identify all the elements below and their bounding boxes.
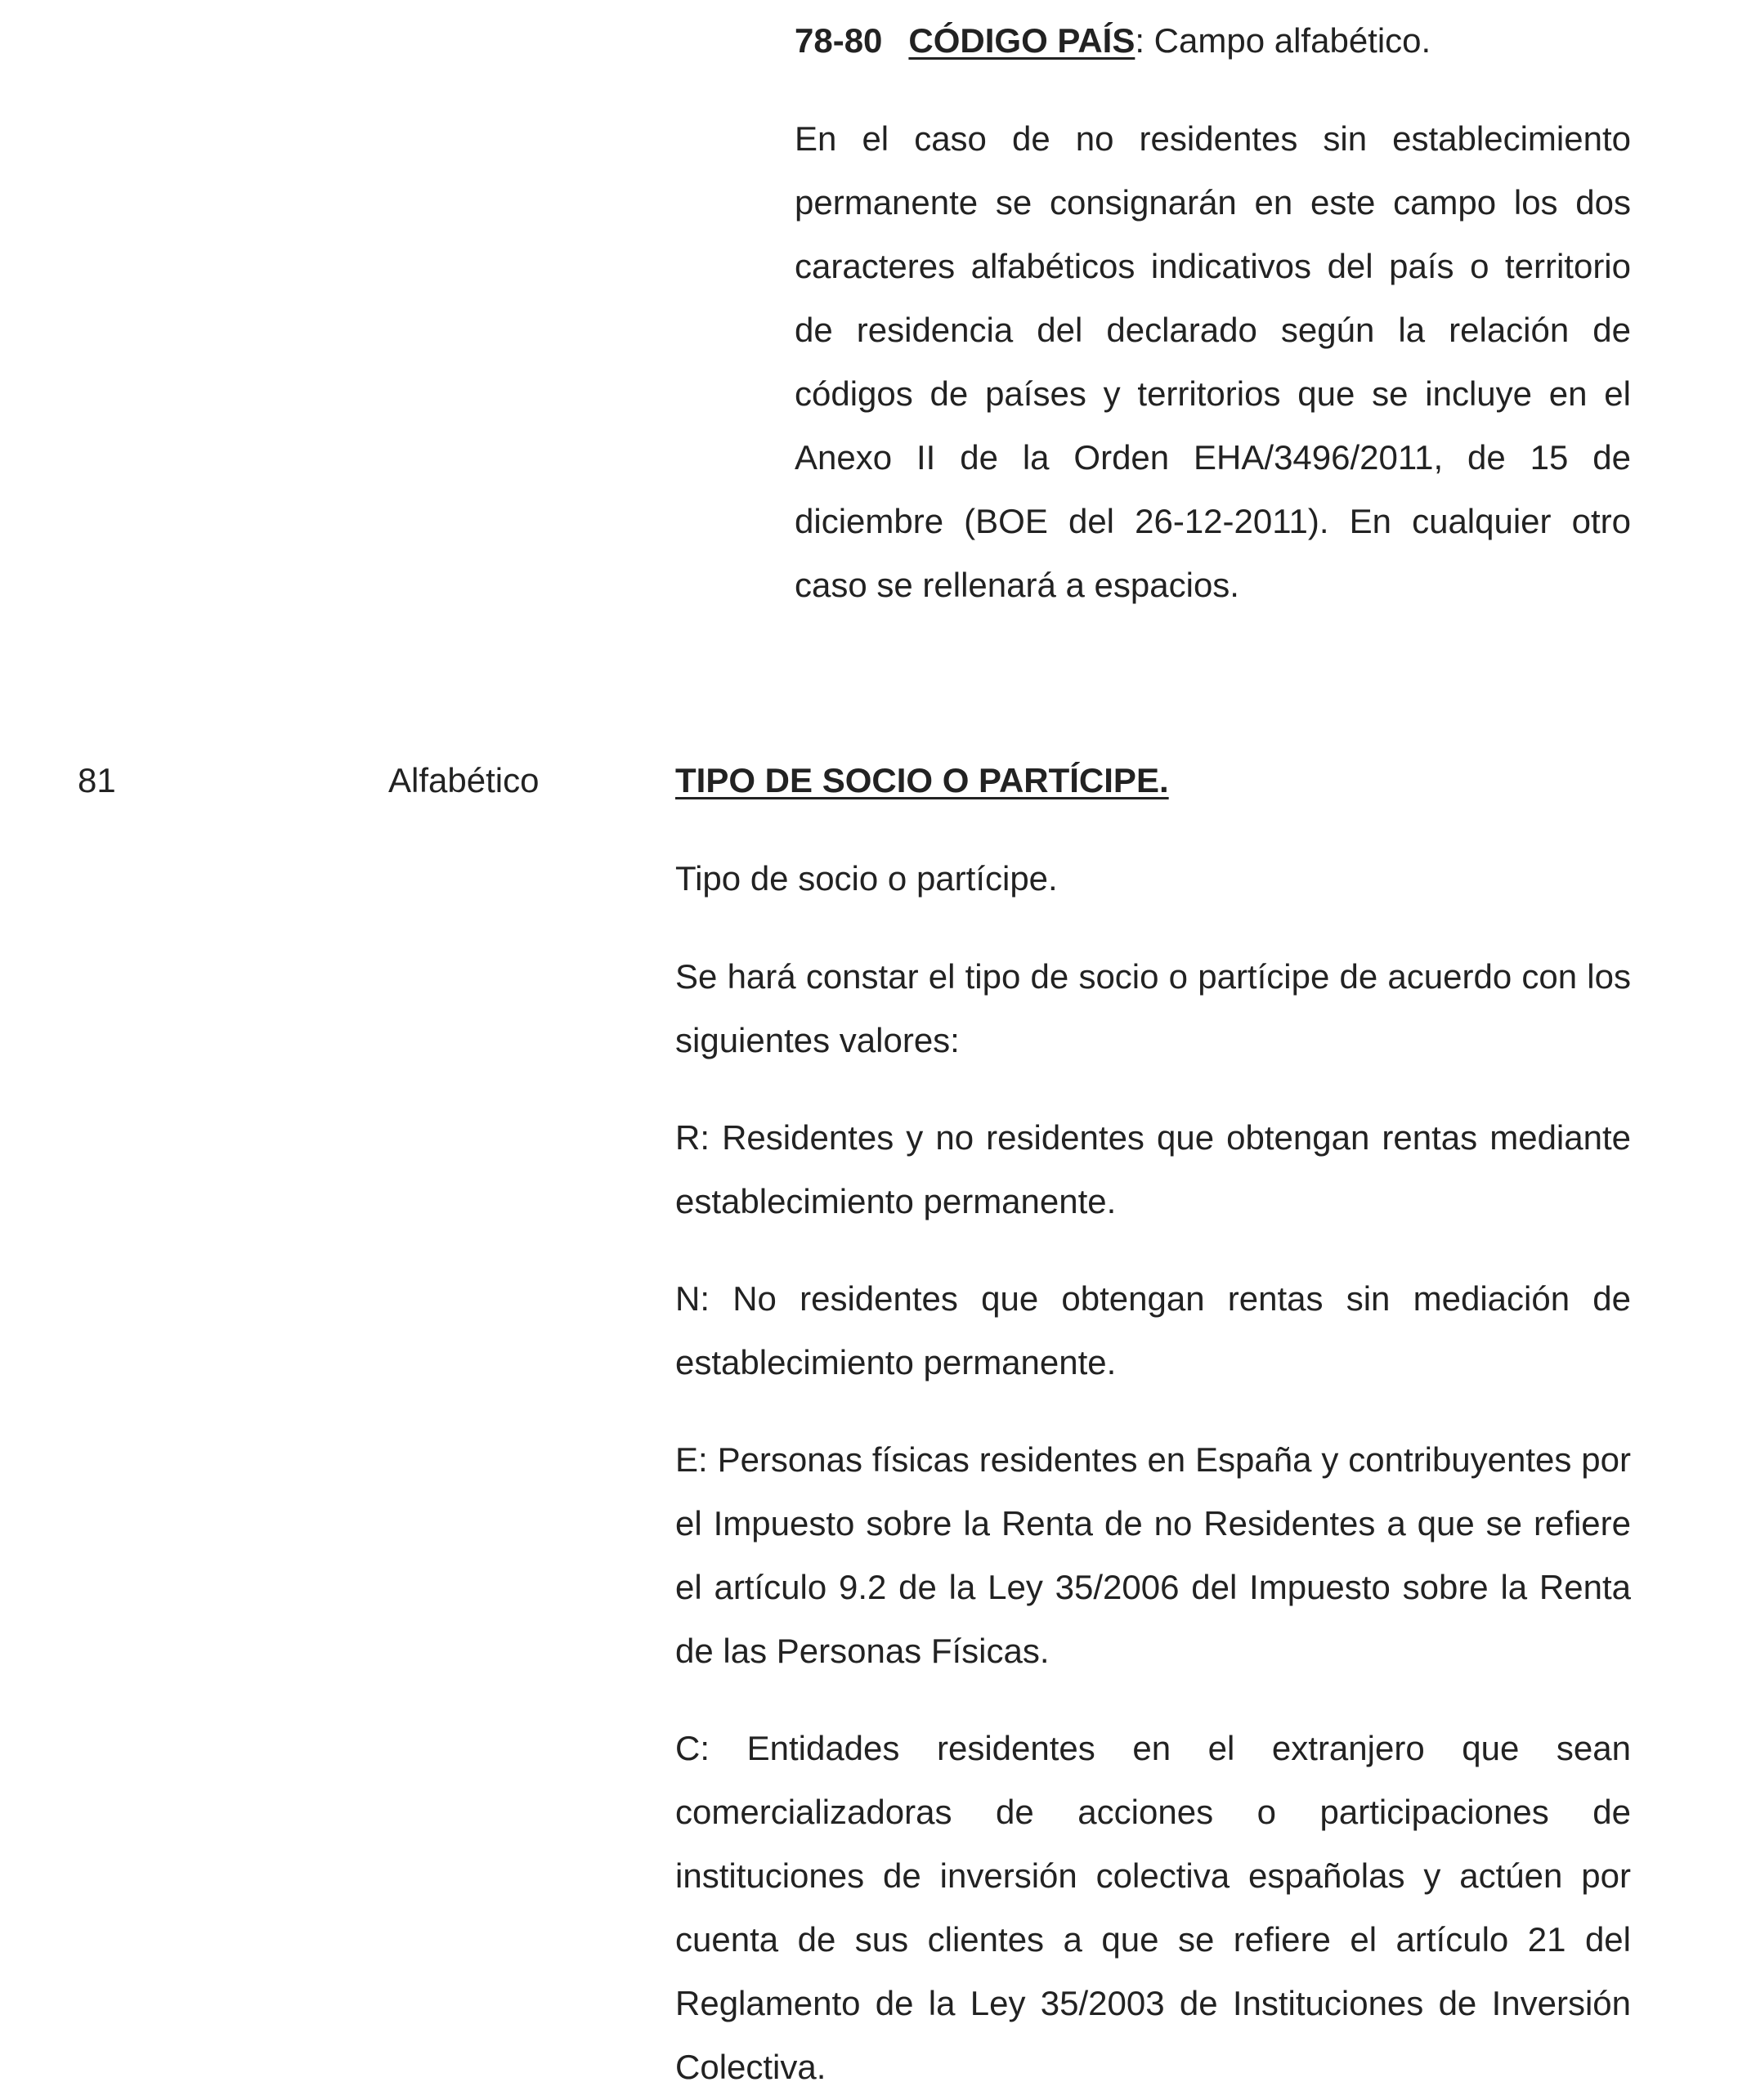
subfield-name: CÓDIGO PAÍS [908,21,1136,60]
value-c: C: Entidades residentes en el extranjero que sean comercializadoras de acciones o participaciones de instituciones de inversión colectiva españolas y actúen por cuenta de sus clientes a que se refiere el artículo 21 del Reglamento de la Ley 35/2003 de Instituciones de Inversión Colectiva. [675,1729,1631,2086]
subfield-heading [795,9,1628,73]
subfield-type: : Campo alfabético. [1135,21,1431,60]
subfield-description: En el caso de no residentes sin establecimiento permanente se consignarán en este campo los dos caracteres alfabéticos indicativos del país o territorio de residencia del declarado según la relación de códigos de países y territorios que se incluye en el Anexo II de la Orden EHA/3496/2011, de 15 de diciembre (BOE del 26-12-2011). En cualquier otro caso se rellenará a espacios. [795,119,1631,604]
field-type: Alfabético [388,761,540,799]
value-e: E: Personas físicas residentes en España y contribuyentes por el Impuesto sobre la Renta de no Residentes a que se refiere el artículo 9.2 de la Ley 35/2006 del Impuesto sobre la Renta de las Personas Físicas. [675,1440,1631,1670]
value-r: R: Residentes y no residentes que obtengan rentas mediante establecimiento permanente. [675,1118,1631,1220]
field-intro: Tipo de socio o partícipe. [675,859,1058,898]
field-title: TIPO DE SOCIO O PARTÍCIPE. [675,761,1169,799]
subfield-positions: 78-80 [795,21,883,60]
field-position: 81 [78,761,116,799]
value-n: N: No residentes que obtengan rentas sin mediación de establecimiento permanente. [675,1279,1631,1381]
field-values-intro: Se hará constar el tipo de socio o partícipe de acuerdo con los siguientes valores: [675,957,1631,1059]
